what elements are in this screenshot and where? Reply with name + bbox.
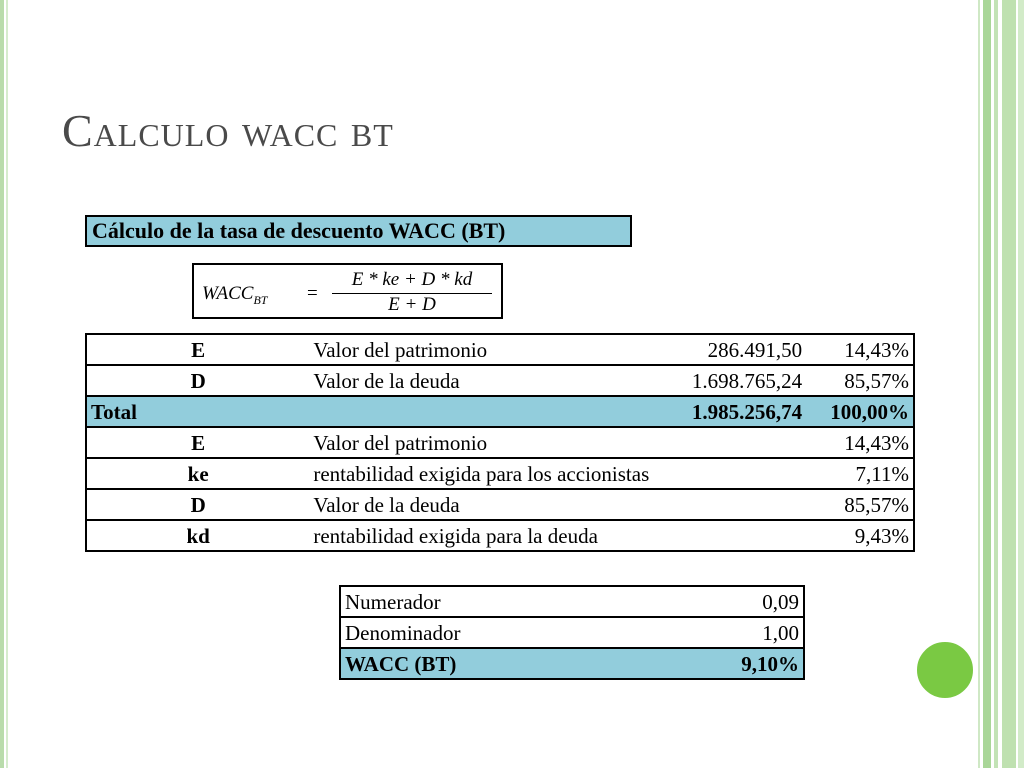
symbol-cell: D: [86, 489, 309, 520]
description-cell: [309, 396, 653, 427]
formula-equals: =: [307, 283, 318, 304]
percent-cell: 14,43%: [844, 337, 909, 362]
denominator-label: Denominador: [340, 617, 639, 648]
formula-numerator: E * ke + D * kd: [351, 269, 473, 290]
numerator-label: Numerador: [345, 589, 441, 614]
right-decorative-stripe: [1002, 0, 1016, 768]
value-cell: [653, 520, 806, 551]
table-row: [86, 520, 914, 551]
symbol-cell: D: [86, 365, 309, 396]
value-cell: [653, 427, 806, 458]
table-row: [340, 617, 804, 648]
wacc-value: 9,10%: [639, 648, 804, 679]
percent-cell: 85,57%: [806, 365, 914, 396]
formula-lhs: [202, 283, 267, 305]
total-value: 1.985.256,74: [653, 396, 806, 427]
description-cell: rentabilidad exigida para los accionistas: [309, 458, 653, 489]
value-cell: 1.698.765,24: [653, 365, 806, 396]
table-row: [86, 489, 914, 520]
description-cell: Valor del patrimonio: [313, 337, 488, 362]
table-row: [86, 458, 914, 489]
table-row: [340, 586, 804, 617]
total-label: Total: [86, 396, 309, 427]
symbol-cell: kd: [86, 520, 309, 551]
total-percent: 100,00%: [806, 396, 914, 427]
green-circle-decoration: [915, 640, 975, 700]
value-cell: 286.491,50: [707, 337, 803, 362]
percent-cell: 7,11%: [806, 458, 914, 489]
right-decorative-stripe: [983, 0, 991, 768]
symbol-cell: E: [191, 337, 206, 362]
percent-cell: 9,43%: [806, 520, 914, 551]
value-cell: [653, 458, 806, 489]
formula-lhs-main: WACC: [202, 283, 254, 304]
slide-title: Calculo wacc bt: [62, 105, 394, 156]
table-row: [86, 334, 914, 365]
description-cell: Valor de la deuda: [309, 489, 653, 520]
wacc-result-row: [340, 648, 804, 679]
description-cell: rentabilidad exigida para la deuda: [309, 520, 653, 551]
percent-cell: 85,57%: [806, 489, 914, 520]
wacc-components-table: [85, 333, 915, 552]
left-decorative-stripe-thin: [6, 0, 8, 768]
formula-denominator: E + D: [388, 294, 436, 315]
total-row: [86, 396, 914, 427]
wacc-result-table: [339, 585, 805, 680]
formula-lhs-subscript: BT: [253, 293, 268, 307]
table-row: [86, 427, 914, 458]
numerator-value: 0,09: [762, 589, 799, 614]
value-cell: [653, 489, 806, 520]
right-decorative-stripe: [994, 0, 998, 768]
right-decorative-stripe: [1018, 0, 1024, 768]
symbol-cell: ke: [86, 458, 309, 489]
left-decorative-stripe: [0, 0, 4, 768]
denominator-value: 1,00: [639, 617, 804, 648]
right-decorative-stripe: [978, 0, 980, 768]
description-cell: Valor de la deuda: [309, 365, 653, 396]
description-cell: Valor del patrimonio: [313, 430, 488, 455]
wacc-formula: [192, 263, 503, 319]
table-row: [86, 365, 914, 396]
table-header-box: Cálculo de la tasa de descuento WACC (BT): [85, 215, 632, 247]
wacc-label: WACC (BT): [340, 648, 639, 679]
symbol-cell: E: [191, 430, 206, 455]
percent-cell: 14,43%: [844, 430, 909, 455]
